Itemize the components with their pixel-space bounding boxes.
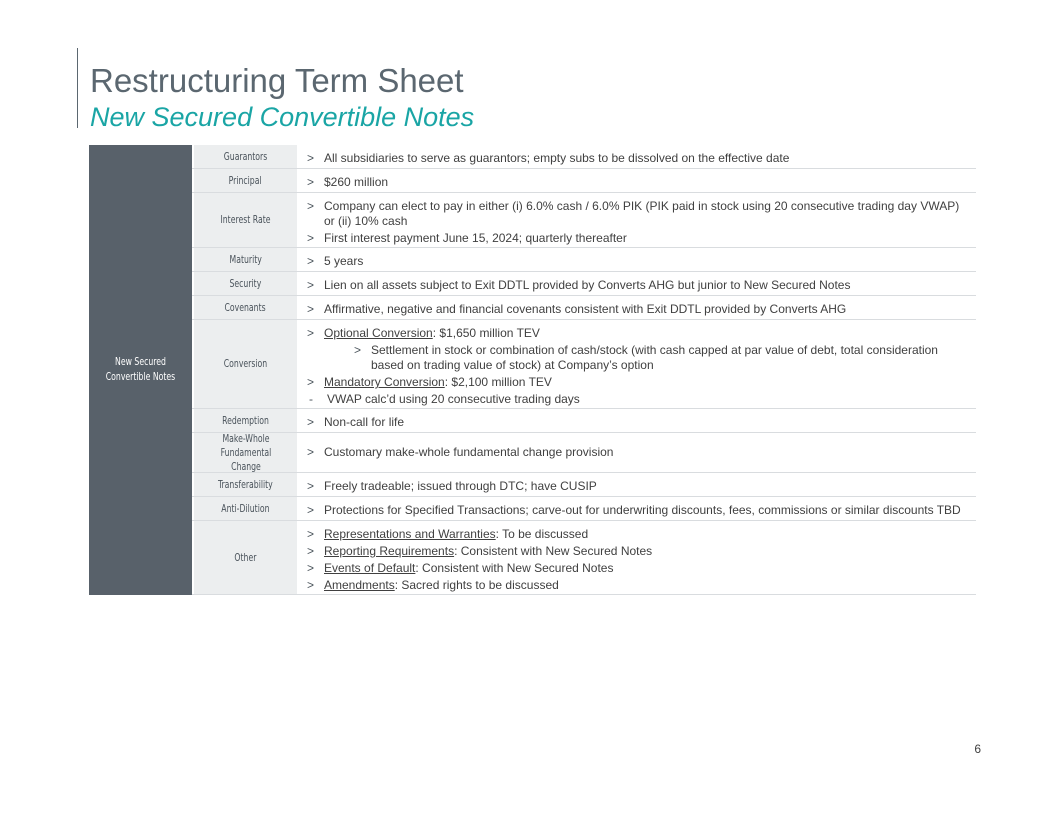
table-row <box>192 296 976 320</box>
row-content <box>297 296 976 319</box>
row-label: Anti-Dilution <box>221 502 270 515</box>
arrow-marker: > <box>307 199 315 213</box>
bullet-term: Events of Default <box>324 561 416 575</box>
arrow-marker: > <box>307 278 315 292</box>
title-accent-line <box>77 48 78 128</box>
table-row <box>192 169 976 193</box>
row-label: Redemption <box>222 414 269 427</box>
row-label-cell <box>194 193 297 247</box>
arrow-marker: > <box>307 231 315 245</box>
bullet-item <box>307 375 968 390</box>
page-subtitle: New Secured Convertible Notes <box>90 102 475 132</box>
row-label: Other <box>234 551 257 564</box>
row-label: Interest Rate <box>220 214 271 226</box>
row-label: Security <box>229 277 262 290</box>
row-label-cell <box>194 521 297 594</box>
row-label: Make-Whole Fundamental Change <box>220 432 271 473</box>
group-label-cell <box>89 145 192 595</box>
bullet-item <box>307 199 968 229</box>
arrow-marker: > <box>307 175 315 189</box>
bullet-item <box>307 326 968 341</box>
row-label-cell <box>194 145 297 168</box>
bullet-text: Non-call for life <box>324 415 405 429</box>
row-content <box>297 248 976 271</box>
bullet-text: : $1,650 million TEV <box>432 326 540 340</box>
row-label: Principal <box>228 174 263 187</box>
page-title: Restructuring Term Sheet <box>90 62 464 99</box>
table-row <box>192 145 976 169</box>
bullet-text: : $2,100 million TEV <box>444 375 552 389</box>
bullet-item <box>307 503 968 518</box>
bullet-text: Customary make-whole fundamental change provision <box>324 445 614 459</box>
arrow-marker: > <box>307 375 315 389</box>
bullet-item <box>307 561 968 576</box>
row-content <box>297 272 976 295</box>
row-content <box>297 409 976 432</box>
row-label-cell <box>194 497 297 520</box>
table-row <box>192 473 976 497</box>
bullet-text: Settlement in stock or combination of cash/stock (with cash capped at par value of debt, total consideration based on trading value of stock) at Company’s option <box>371 343 938 372</box>
table-row <box>192 433 976 473</box>
bullet-term: Representations and Warranties <box>324 527 496 541</box>
arrow-marker: > <box>354 343 362 357</box>
bullet-text: : Sacred rights to be discussed <box>394 578 559 592</box>
bullet-text: : To be discussed <box>495 527 589 541</box>
bullet-item <box>307 302 968 317</box>
bullet-item <box>307 445 613 460</box>
bullet-text: $260 million <box>324 175 389 189</box>
row-label: Covenants <box>224 301 267 314</box>
bullet-term: Reporting Requirements <box>324 544 455 558</box>
dash-bullet-item <box>307 392 968 407</box>
arrow-marker: > <box>307 479 315 493</box>
row-label-cell <box>194 272 297 295</box>
bullet-text: Protections for Specified Transactions; carve-out for underwriting discounts, fees, commissions or similar discounts TBD <box>324 503 961 517</box>
table-row <box>192 193 976 248</box>
table-row <box>192 320 976 409</box>
bullet-text: Affirmative, negative and financial covenants consistent with Exit DDTL provided by Converts AHG <box>324 302 847 316</box>
bullet-item <box>307 278 968 293</box>
bullet-item <box>307 231 968 246</box>
arrow-marker: > <box>307 151 315 165</box>
bullet-item <box>307 578 968 593</box>
arrow-marker: > <box>307 326 315 340</box>
arrow-marker: > <box>307 544 315 558</box>
row-label-cell <box>194 248 297 271</box>
row-content <box>297 497 976 520</box>
row-label-cell <box>194 296 297 319</box>
arrow-marker: > <box>307 561 315 575</box>
row-label: Guarantors <box>223 150 268 163</box>
table-row <box>192 272 976 296</box>
bullet-text: Company can elect to pay in either (i) 6.0% cash / 6.0% PIK (PIK paid in stock using 20 consecutive trading day VWAP) or (ii) 10% cash <box>324 199 960 228</box>
row-content <box>297 169 976 192</box>
row-content <box>297 473 976 496</box>
bullet-text: Lien on all assets subject to Exit DDTL provided by Converts AHG but junior to New Secured Notes <box>324 278 851 292</box>
row-label-cell <box>194 169 297 192</box>
bullet-text: All subsidiaries to serve as guarantors; empty subs to be dissolved on the effective date <box>324 151 790 165</box>
arrow-marker: > <box>307 302 315 316</box>
row-label-cell <box>194 433 297 472</box>
row-label-cell <box>194 320 297 408</box>
bullet-text: First interest payment June 15, 2024; quarterly thereafter <box>324 231 627 245</box>
arrow-marker: > <box>307 527 315 541</box>
row-content <box>297 433 976 472</box>
table-row <box>192 409 976 433</box>
group-label: New Secured Convertible Notes <box>105 356 176 383</box>
bullet-text: : Consistent with New Secured Notes <box>415 561 614 575</box>
arrow-marker: > <box>307 445 315 459</box>
bullet-item <box>307 254 968 269</box>
term-rows <box>192 145 976 595</box>
bullet-item <box>307 151 968 166</box>
bullet-term: Amendments <box>324 578 395 592</box>
bullet-item <box>307 479 968 494</box>
row-label: Conversion <box>223 358 268 370</box>
bullet-item <box>307 175 968 190</box>
bullet-text: : Consistent with New Secured Notes <box>454 544 653 558</box>
bullet-term: Optional Conversion <box>324 326 433 340</box>
bullet-text: VWAP calc’d using 20 consecutive trading days <box>327 392 580 406</box>
term-sheet-table <box>89 145 976 595</box>
bullet-item <box>307 527 968 542</box>
row-content <box>297 145 976 168</box>
row-label: Transferability <box>218 478 273 491</box>
table-row <box>192 521 976 595</box>
bullet-text: Freely tradeable; issued through DTC; have CUSIP <box>324 479 597 493</box>
arrow-marker: > <box>307 578 315 592</box>
sub-bullet-item <box>307 343 968 373</box>
bullet-term: Mandatory Conversion <box>324 375 445 389</box>
bullet-item <box>307 544 968 559</box>
arrow-marker: > <box>307 503 315 517</box>
table-row <box>192 248 976 272</box>
dash-marker: - <box>309 392 313 406</box>
row-label-cell <box>194 409 297 432</box>
page-number: 6 <box>974 742 981 756</box>
row-content <box>297 320 976 408</box>
arrow-marker: > <box>307 254 315 268</box>
bullet-text: 5 years <box>324 254 364 268</box>
row-content <box>297 193 976 247</box>
row-content <box>297 521 976 594</box>
bullet-item <box>307 415 968 430</box>
row-label: Maturity <box>229 253 262 266</box>
arrow-marker: > <box>307 415 315 429</box>
row-label-cell <box>194 473 297 496</box>
table-row <box>192 497 976 521</box>
